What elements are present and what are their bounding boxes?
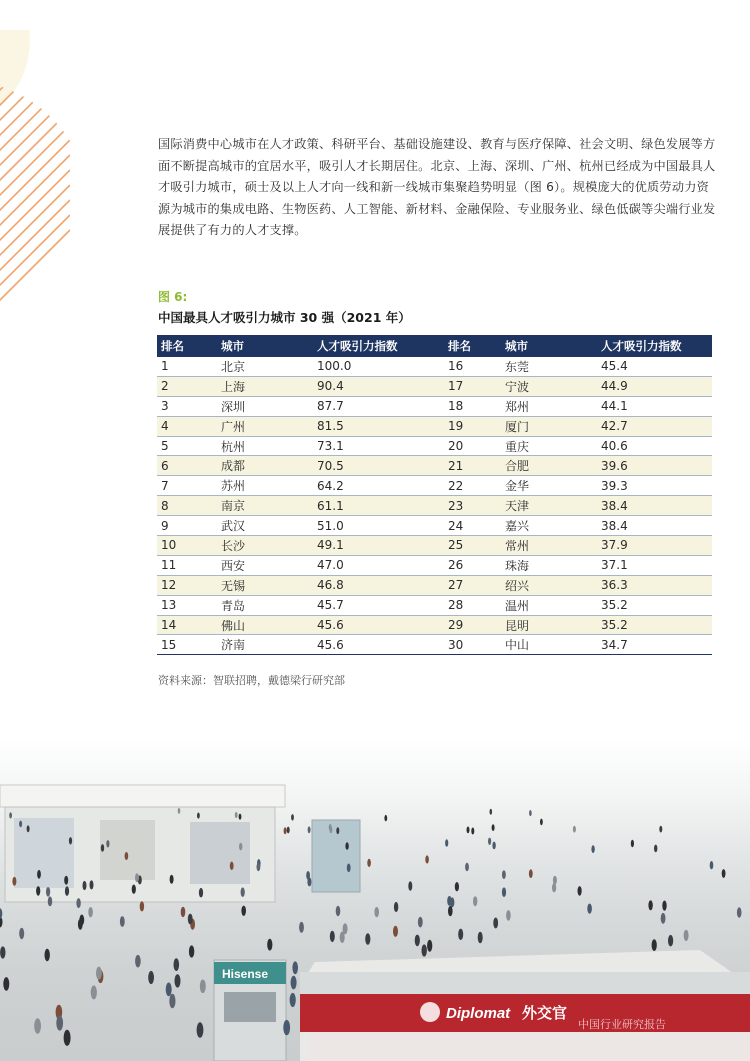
person-figure	[197, 813, 200, 819]
person-figure	[529, 869, 533, 878]
index-cell: 39.3	[597, 476, 712, 496]
person-figure	[200, 980, 206, 994]
rank-cell: 26	[444, 555, 501, 575]
person-figure	[290, 993, 296, 1007]
person-figure	[257, 863, 261, 871]
person-figure	[458, 929, 463, 940]
person-figure	[3, 977, 9, 991]
index-cell: 47.0	[313, 555, 444, 575]
person-figure	[540, 819, 543, 826]
person-figure	[36, 886, 40, 896]
person-figure	[96, 967, 102, 980]
person-figure	[345, 842, 348, 850]
person-figure	[34, 1018, 41, 1033]
city-cell: 苏州	[217, 476, 313, 496]
person-figure	[710, 861, 714, 869]
person-figure	[493, 918, 498, 929]
person-figure	[56, 1015, 63, 1030]
source-note: 资料来源：智联招聘，戴德梁行研究部	[158, 674, 345, 687]
index-cell: 81.5	[313, 416, 444, 436]
city-cell: 温州	[501, 595, 597, 615]
table-row	[157, 615, 712, 635]
rank-cell: 7	[157, 476, 217, 496]
person-figure	[287, 827, 290, 834]
person-figure	[659, 826, 662, 833]
person-figure	[135, 955, 141, 968]
index-cell: 70.5	[313, 456, 444, 476]
person-figure	[393, 926, 398, 937]
city-cell: 深圳	[217, 396, 313, 416]
person-figure	[502, 870, 506, 879]
person-figure	[329, 826, 332, 833]
person-figure	[120, 916, 125, 927]
city-cell: 东莞	[501, 357, 597, 377]
header-city-right: 城市	[501, 335, 597, 357]
rank-cell: 3	[157, 396, 217, 416]
person-figure	[76, 898, 80, 908]
rank-cell: 4	[157, 416, 217, 436]
person-figure	[473, 896, 477, 906]
person-figure	[587, 904, 592, 914]
person-figure	[0, 946, 5, 958]
person-figure	[418, 917, 423, 928]
person-figure	[553, 876, 557, 885]
person-figure	[46, 887, 50, 897]
person-figure	[189, 945, 194, 957]
table-row	[157, 536, 712, 556]
person-figure	[199, 888, 203, 898]
person-figure	[197, 1022, 204, 1038]
person-figure	[170, 875, 174, 884]
person-figure	[174, 958, 180, 971]
person-figure	[648, 900, 652, 910]
city-cell: 天津	[501, 496, 597, 516]
person-figure	[652, 939, 657, 951]
rank-cell: 29	[444, 615, 501, 635]
rank-cell: 18	[444, 396, 501, 416]
index-cell: 42.7	[597, 416, 712, 436]
city-cell: 西安	[217, 555, 313, 575]
person-figure	[135, 873, 139, 882]
table-row	[157, 595, 712, 615]
header-index-left: 人才吸引力指数	[313, 335, 444, 357]
person-figure	[166, 983, 172, 997]
table-row	[157, 575, 712, 595]
index-cell: 37.9	[597, 536, 712, 556]
person-figure	[83, 881, 87, 890]
person-figure	[425, 855, 429, 863]
rank-cell: 14	[157, 615, 217, 635]
person-figure	[374, 907, 379, 917]
person-figure	[654, 845, 657, 853]
city-cell: 昆明	[501, 615, 597, 635]
person-figure	[235, 812, 238, 818]
person-figure	[78, 919, 83, 930]
city-cell: 杭州	[217, 436, 313, 456]
rank-cell: 8	[157, 496, 217, 516]
rank-cell: 25	[444, 536, 501, 556]
header-rank-left: 排名	[157, 335, 217, 357]
person-figure	[291, 976, 297, 990]
person-figure	[722, 869, 726, 878]
index-cell: 44.9	[597, 376, 712, 396]
table-row	[157, 476, 712, 496]
person-figure	[181, 907, 186, 917]
city-cell: 宁波	[501, 376, 597, 396]
person-figure	[125, 852, 129, 860]
person-figure	[19, 821, 22, 828]
rank-cell: 12	[157, 575, 217, 595]
table-row	[157, 436, 712, 456]
person-figure	[336, 906, 341, 916]
index-cell: 37.1	[597, 555, 712, 575]
rank-cell: 22	[444, 476, 501, 496]
person-figure	[591, 845, 594, 853]
person-figure	[239, 814, 242, 820]
index-cell: 45.6	[313, 635, 444, 655]
person-figure	[88, 907, 93, 917]
person-figure	[471, 828, 474, 835]
index-cell: 44.1	[597, 396, 712, 416]
person-figure	[175, 974, 181, 987]
index-cell: 34.7	[597, 635, 712, 655]
talent-ranking-table	[157, 335, 712, 655]
person-figure	[230, 862, 234, 870]
header-city-left: 城市	[217, 335, 313, 357]
city-cell: 常州	[501, 536, 597, 556]
person-figure	[492, 824, 495, 831]
rank-cell: 28	[444, 595, 501, 615]
person-figure	[299, 922, 304, 933]
person-figure	[37, 870, 41, 879]
person-figure	[239, 843, 242, 851]
person-figure	[367, 859, 371, 867]
person-figure	[506, 910, 511, 921]
person-figure	[365, 933, 370, 945]
rank-cell: 30	[444, 635, 501, 655]
diplomat-kiosk	[300, 950, 750, 1061]
person-figure	[91, 985, 97, 999]
person-figure	[283, 1020, 290, 1035]
person-figure	[737, 907, 742, 917]
index-cell: 100.0	[313, 357, 444, 377]
rank-cell: 10	[157, 536, 217, 556]
person-figure	[284, 827, 287, 834]
person-figure	[27, 825, 30, 832]
person-figure	[292, 961, 298, 974]
person-figure	[662, 901, 666, 911]
person-figure	[343, 923, 348, 934]
person-figure	[631, 840, 634, 847]
left-kiosk	[0, 785, 285, 902]
table-row	[157, 496, 712, 516]
index-cell: 38.4	[597, 516, 712, 536]
person-figure	[447, 896, 451, 906]
person-figure	[291, 814, 294, 820]
city-cell: 广州	[217, 416, 313, 436]
person-figure	[65, 886, 69, 896]
airport-hall-photo	[0, 740, 750, 1061]
rank-cell: 16	[444, 357, 501, 377]
index-cell: 35.2	[597, 615, 712, 635]
city-cell: 上海	[217, 376, 313, 396]
rank-cell: 13	[157, 595, 217, 615]
rank-cell: 2	[157, 376, 217, 396]
index-cell: 39.6	[597, 456, 712, 476]
index-cell: 36.3	[597, 575, 712, 595]
index-cell: 61.1	[313, 496, 444, 516]
person-figure	[64, 876, 68, 885]
table-body	[157, 357, 712, 655]
rank-cell: 1	[157, 357, 217, 377]
table-row	[157, 555, 712, 575]
city-cell: 济南	[217, 635, 313, 655]
person-figure	[467, 827, 470, 834]
person-figure	[347, 864, 351, 873]
table-row	[157, 396, 712, 416]
rank-cell: 19	[444, 416, 501, 436]
person-figure	[445, 839, 448, 846]
table-row	[157, 516, 712, 536]
city-cell: 珠海	[501, 555, 597, 575]
person-figure	[415, 935, 420, 947]
city-cell: 郑州	[501, 396, 597, 416]
rank-cell: 11	[157, 555, 217, 575]
rank-cell: 27	[444, 575, 501, 595]
person-figure	[9, 812, 12, 818]
city-cell: 北京	[217, 357, 313, 377]
table-row	[157, 416, 712, 436]
person-figure	[267, 939, 272, 951]
index-cell: 64.2	[313, 476, 444, 496]
person-figure	[502, 887, 506, 897]
person-figure	[422, 944, 427, 956]
city-cell: 嘉兴	[501, 516, 597, 536]
person-figure	[465, 863, 469, 871]
decorative-stripes-circle	[0, 30, 70, 330]
city-cell: 厦门	[501, 416, 597, 436]
person-figure	[408, 881, 412, 890]
person-figure	[394, 902, 398, 912]
rank-cell: 9	[157, 516, 217, 536]
hisense-sign: Hisense	[222, 967, 269, 981]
index-cell: 45.4	[597, 357, 712, 377]
person-figure	[106, 840, 109, 847]
city-cell: 绍兴	[501, 575, 597, 595]
intro-paragraph: 国际消费中心城市在人才政策、科研平台、基础设施建设、教育与医疗保障、社会文明、绿色发展等方面不断提高城市的宜居水平，吸引人才长期居住。北京、上海、深圳、广州、杭州已经成为中国最具人才吸引力城市，硕士及以上人才向一线和新一线城市集聚趋势明显（图 6）。规模庞大的优质劳动力资源为城市的集成电路、生物医药、人工智能、新材料、金融保险、专业服务业、绿色低碳等尖端行业发展提供了有力的人才支撑。	[158, 137, 716, 237]
person-figure	[488, 838, 491, 845]
person-figure	[169, 994, 175, 1008]
index-cell: 35.2	[597, 595, 712, 615]
person-figure	[90, 880, 94, 889]
rank-cell: 15	[157, 635, 217, 655]
hisense-column	[214, 960, 286, 1061]
person-figure	[336, 827, 339, 834]
table-row	[157, 456, 712, 476]
rank-cell: 5	[157, 436, 217, 456]
person-figure	[140, 901, 144, 911]
person-figure	[12, 877, 16, 886]
table-row	[157, 635, 712, 655]
person-figure	[478, 932, 483, 944]
figure-title: 中国最具人才吸引力城市 30 强（2021 年）	[158, 310, 411, 325]
table-row	[157, 376, 712, 396]
rank-cell: 17	[444, 376, 501, 396]
rank-cell: 6	[157, 456, 217, 476]
person-figure	[578, 886, 582, 896]
person-figure	[330, 931, 335, 942]
index-cell: 51.0	[313, 516, 444, 536]
city-cell: 青岛	[217, 595, 313, 615]
person-figure	[490, 809, 493, 815]
person-figure	[48, 896, 52, 906]
city-cell: 中山	[501, 635, 597, 655]
person-figure	[178, 808, 181, 814]
city-cell: 无锡	[217, 575, 313, 595]
person-figure	[45, 949, 50, 961]
index-cell: 90.4	[313, 376, 444, 396]
index-cell: 38.4	[597, 496, 712, 516]
rank-cell: 24	[444, 516, 501, 536]
city-cell: 金华	[501, 476, 597, 496]
diplomat-chinese-sign: 外交官	[522, 1004, 568, 1022]
watermark: 中国行业研究报告	[578, 1018, 666, 1031]
city-cell: 佛山	[217, 615, 313, 635]
index-cell: 73.1	[313, 436, 444, 456]
person-figure	[101, 844, 104, 852]
person-figure	[241, 887, 245, 897]
person-figure	[148, 971, 154, 984]
city-cell: 南京	[217, 496, 313, 516]
person-figure	[307, 877, 311, 886]
city-cell: 重庆	[501, 436, 597, 456]
index-cell: 46.8	[313, 575, 444, 595]
index-cell: 45.7	[313, 595, 444, 615]
city-cell: 长沙	[217, 536, 313, 556]
person-figure	[132, 885, 136, 894]
person-figure	[661, 913, 666, 924]
person-figure	[684, 930, 689, 941]
person-figure	[427, 940, 432, 952]
person-figure	[384, 815, 387, 821]
figure-label: 图 6:	[158, 290, 188, 304]
index-cell: 49.1	[313, 536, 444, 556]
table-row	[157, 357, 712, 377]
person-figure	[241, 906, 246, 916]
city-cell: 武汉	[217, 516, 313, 536]
person-figure	[455, 882, 459, 891]
index-cell: 87.7	[313, 396, 444, 416]
index-cell: 40.6	[597, 436, 712, 456]
person-figure	[573, 826, 576, 833]
header-index-right: 人才吸引力指数	[597, 335, 712, 357]
rank-cell: 23	[444, 496, 501, 516]
person-figure	[188, 914, 193, 925]
rank-cell: 21	[444, 456, 501, 476]
city-cell: 成都	[217, 456, 313, 476]
diplomat-sign: Diplomat	[446, 1005, 511, 1022]
person-figure	[529, 810, 532, 816]
person-figure	[492, 842, 495, 850]
person-figure	[19, 928, 24, 939]
city-cell: 合肥	[501, 456, 597, 476]
table-header-row	[157, 335, 712, 357]
person-figure	[308, 826, 311, 833]
person-figure	[64, 1030, 71, 1046]
person-figure	[69, 837, 72, 844]
person-figure	[668, 935, 673, 947]
header-rank-right: 排名	[444, 335, 501, 357]
person-figure	[448, 906, 453, 916]
rank-cell: 20	[444, 436, 501, 456]
index-cell: 45.6	[313, 615, 444, 635]
